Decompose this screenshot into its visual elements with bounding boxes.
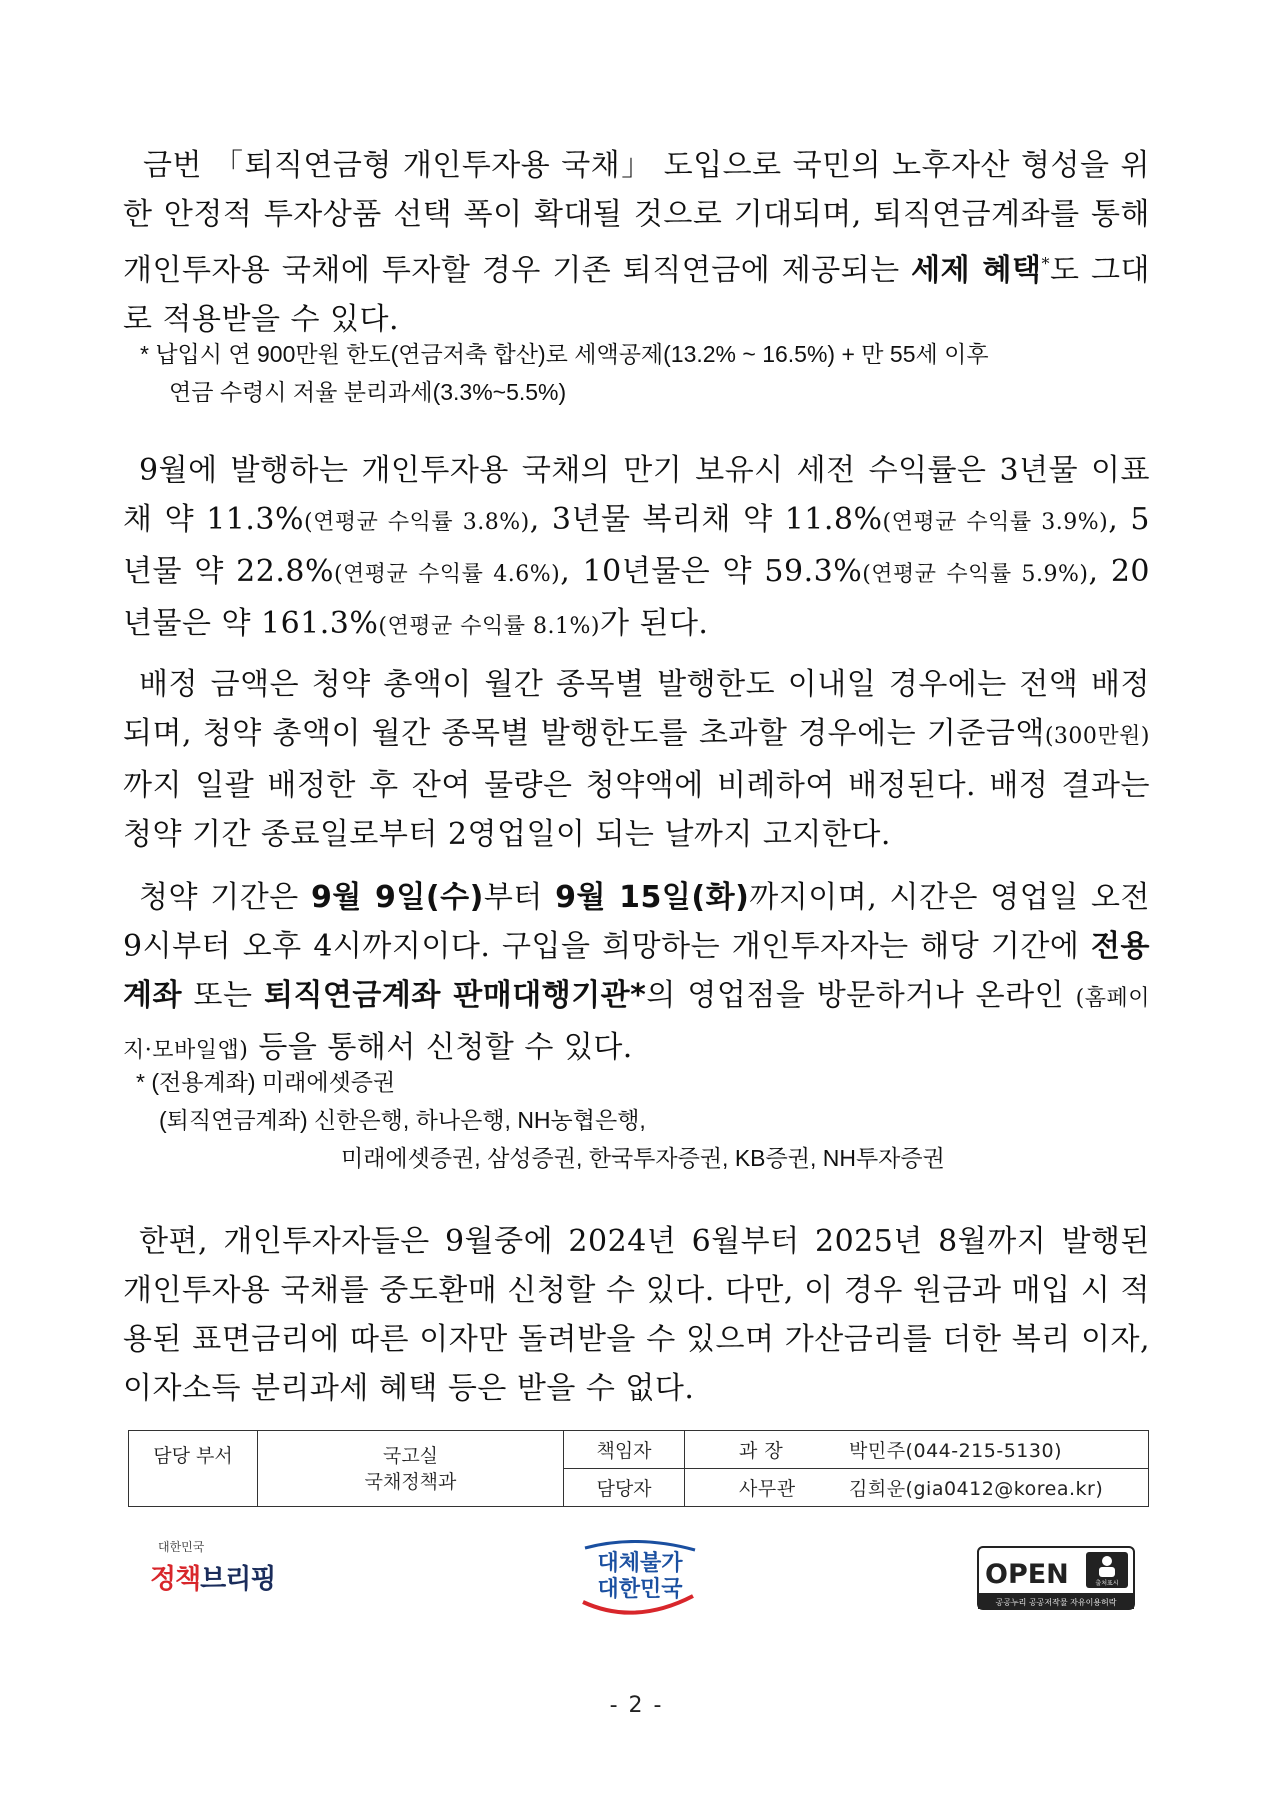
person-staff — [685, 1469, 1149, 1507]
p2-t1: 9월에 발행하는 개인투자용 국채의 만기 보유시 세전 수익률은 3년물 이표채 약 11.3% — [123, 453, 1150, 537]
dept-name — [258, 1431, 564, 1507]
footnote-tax-benefit — [140, 335, 1150, 411]
korea-slogan-logo — [575, 1540, 705, 1618]
footnote-sales-agencies — [136, 1063, 1146, 1177]
open-badge-text: 출처표시 — [1095, 1580, 1119, 1587]
p2-s4: (연평균 수익률 5.9%) — [862, 562, 1089, 587]
role-responsible: 책임자 — [564, 1431, 685, 1469]
dept-line2: 국채정책과 — [364, 1470, 457, 1493]
briefing-logo-small-text: 대한민국 — [158, 1540, 205, 1554]
korea-logo-line2: 대한민국 — [597, 1577, 683, 1602]
briefing-logo-text-a: 정책 — [150, 1564, 201, 1595]
p4-t1: 청약 기간은 — [139, 880, 311, 915]
name-staff: 김희운(gia0412@korea.kr) — [849, 1478, 1104, 1500]
policy-briefing-logo — [150, 1538, 290, 1604]
note1-line2: 연금 수령시 저율 분리과세(3.3%~5.5%) — [169, 379, 567, 405]
p1-text-a: 금번 「퇴직연금형 개인투자용 국채」 도입으로 국민의 노후자산 형성을 위한 안정적 투자상품 선택 폭이 확대될 것으로 기대되며, 퇴직연금계좌를 통해 개인투자용 국채에 투자할 경우 기존 퇴직연금에 제공되는 — [123, 148, 1150, 288]
kogl-open-license-logo — [977, 1546, 1135, 1610]
paragraph-yields — [123, 446, 1150, 651]
p3-t1: 배정 금액은 청약 총액이 월간 종목별 발행한도 이내일 경우에는 전액 배정되며, 청약 총액이 월간 종목별 발행한도를 초과할 경우에는 기준금액 — [123, 667, 1150, 751]
page-number: - 2 - — [609, 1693, 664, 1718]
korea-logo-line1: 대체불가 — [597, 1551, 683, 1576]
p2-t4: , 10년물은 약 59.3% — [560, 554, 863, 589]
p2-s1: (연평균 수익률 3.8%) — [304, 510, 530, 535]
p3-s1: (300만원) — [1044, 724, 1150, 749]
contact-table — [128, 1430, 1149, 1507]
paragraph-allocation — [123, 660, 1150, 859]
p2-t5: , 20년물은 약 161.3% — [123, 554, 1151, 641]
p1-footnote-mark: * — [1041, 254, 1051, 273]
name-responsible: 박민주(044-215-5130) — [849, 1440, 1062, 1462]
p2-t2: , 3년물 복리채 약 11.8% — [529, 502, 883, 537]
p2-s3: (연평균 수익률 4.6%) — [333, 562, 561, 587]
p4-t5: 의 영업점을 방문하거나 온라인 — [646, 978, 1076, 1013]
p2-s2: (연평균 수익률 3.9%) — [882, 510, 1109, 535]
open-caption: 공공누리 공공저작물 자유이용허락 — [995, 1598, 1117, 1607]
dept-label: 담당 부서 — [129, 1431, 258, 1507]
note2-line2: (퇴직연금계좌) 신한은행, 하나은행, NH농협은행, — [159, 1107, 646, 1133]
p4-t2: 부터 — [483, 880, 556, 915]
p5-text: 한편, 개인투자자들은 9월중에 2024년 6월부터 2025년 8월까지 발행된 개인투자용 국채를 중도환매 신청할 수 있다. 다만, 이 경우 원금과 매입 시 적용된 표면금리에 따른 이자만 돌려받을 수 있으며 가산금리를 더한 복리 이자, 이자소득 분리과세 혜택 등은 받을 수 없다. — [123, 1224, 1150, 1406]
p4-s1: (홈페이지·모바일앱) — [123, 986, 1150, 1063]
contact-row-responsible — [129, 1431, 1149, 1469]
p1-bold-tax-benefit: 세제 혜택 — [911, 253, 1042, 288]
p2-t6: 가 된다. — [599, 606, 709, 641]
briefing-logo-main-text — [150, 1557, 290, 1596]
paragraph-subscription-period — [123, 873, 1150, 1075]
paragraph-tax-benefit — [123, 141, 1150, 344]
p4-bold-end-date: 9월 15일(화) — [555, 880, 750, 915]
p1-text-b: 도 그대로 적용받을 수 있다. — [123, 253, 1150, 337]
attribution-person-icon — [1102, 1556, 1112, 1566]
paragraph-early-redemption — [123, 1217, 1150, 1413]
kogl-logo-graphic — [977, 1546, 1135, 1610]
korea-slogan-logo-graphic — [575, 1540, 705, 1618]
p4-bold-dedicated-account: 전용계좌 — [123, 929, 1150, 1013]
p4-t3: 까지이며, 시간은 영업일 오전 9시부터 오후 4시까지이다. 구입을 희망하는 개인투자자는 해당 기간에 — [123, 880, 1150, 964]
p4-bold-agency: 퇴직연금계좌 판매대행기관* — [263, 978, 647, 1013]
p4-t4: 또는 — [181, 978, 264, 1013]
p2-t3: , 5년물 약 22.8% — [123, 502, 1150, 589]
dept-line1: 국고실 — [382, 1444, 439, 1467]
position-staff: 사무관 — [739, 1478, 796, 1500]
note1-line1: * 납입시 연 900만원 한도(연금저축 합산)로 세액공제(13.2% ~ 16.5%) + 만 55세 이후 — [140, 341, 989, 367]
role-staff: 담당자 — [564, 1469, 685, 1507]
p3-t2: 까지 일괄 배정한 후 잔여 물량은 청약액에 비례하여 배정된다. 배정 결과는 청약 기간 종료일로부터 2영업일이 되는 날까지 고지한다. — [123, 768, 1150, 852]
p2-s5: (연평균 수익률 8.1%) — [378, 614, 600, 639]
p4-bold-start-date: 9월 9일(수) — [311, 880, 484, 915]
position-responsible: 과 장 — [739, 1440, 784, 1462]
open-label: OPEN — [985, 1559, 1069, 1590]
p4-t6: 등을 통해서 신청할 수 있다. — [248, 1030, 633, 1065]
briefing-logo-text-b: 브리핑 — [200, 1564, 276, 1595]
person-responsible — [685, 1431, 1149, 1469]
note2-line1: * (전용계좌) 미래에셋증권 — [136, 1069, 396, 1095]
note2-line3: 미래에셋증권, 삼성증권, 한국투자증권, KB증권, NH투자증권 — [341, 1145, 945, 1171]
